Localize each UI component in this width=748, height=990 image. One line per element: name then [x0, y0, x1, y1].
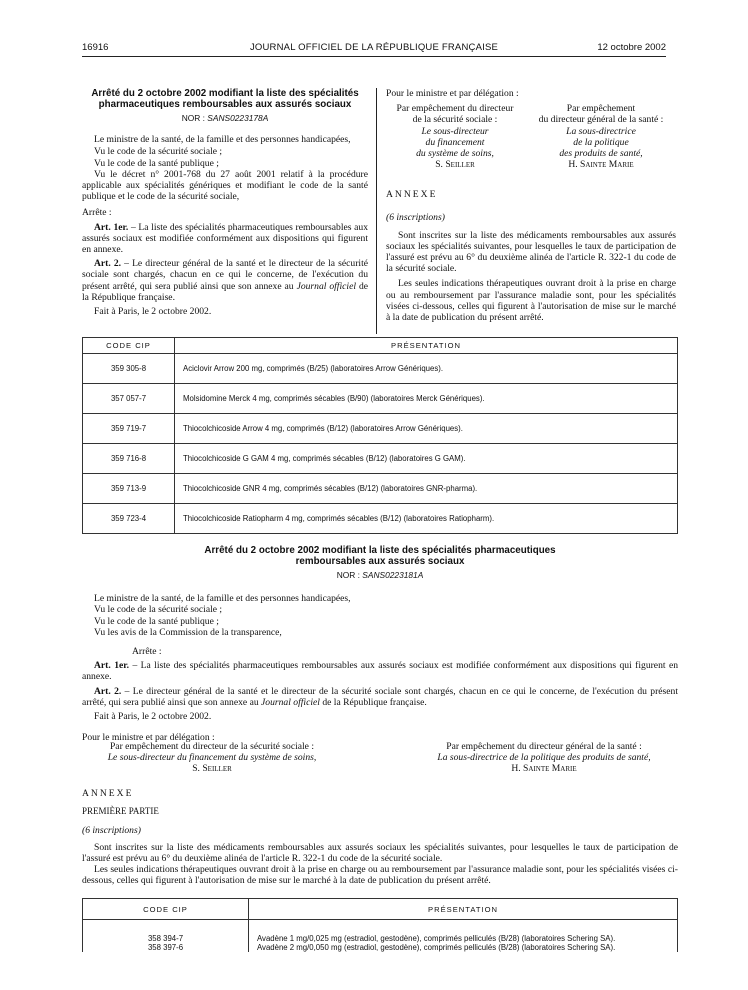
arrete1-nor: NOR : SANS0223178A [181, 113, 269, 123]
arrete2-vu1: Vu le code de la sécurité sociale ; [94, 604, 223, 616]
arrete1-article1: Art. 1er. – La liste des spécialités pharmaceutiques remboursables aux assurés sociaux est modifiée conformément aux dispositions qui figurent en annexe. [82, 221, 368, 256]
arrete2-article1: Art. 1er. – La liste des spécialités pharmaceutiques remboursables aux assurés sociaux est modifiée conformément aux dispositions qui figurent en annexe. [82, 660, 678, 683]
arrete1-right-column [386, 88, 676, 324]
table-cell-presentation: Thiocolchicoside GNR 4 mg, comprimés sécables (B/12) (laboratoires GNR-pharma). [175, 474, 678, 504]
column-divider [376, 88, 377, 334]
table-cell-presentation: Thiocolchicoside Arrow 4 mg, comprimés (B/12) (laboratoires Arrow Génériques). [175, 414, 678, 444]
journal-title: JOURNAL OFFICIEL DE LA RÉPUBLIQUE FRANÇAISE [249, 42, 499, 53]
arrete2-annex-paragraph1: Sont inscrites sur la liste des médicaments remboursables aux assurés sociaux les spécialités suivantes, pour lesquelles le taux de participation de l'assuré est prévu au 6° du deuxième alinéa de l'article R. 322-1 du code de la sécurité sociale. [82, 841, 678, 864]
arrete1-fait: Fait à Paris, le 2 octobre 2002. [94, 306, 212, 318]
arrete2-vu3: Vu les avis de la Commission de la transparence, [94, 626, 282, 638]
table-header-presentation: PRÉSENTATION [175, 338, 678, 354]
arrete1-vu3: Vu le décret n° 2001-768 du 27 août 2001 relatif à la procédure applicable aux spécialités génériques et modifiant le code de la santé publique et le code de la sécurité sociale, [82, 168, 368, 203]
arrete2-annex [82, 788, 678, 887]
header-rule [82, 56, 666, 57]
arrete1-vu2: Vu le code de la santé publique ; [94, 157, 219, 169]
table-cell-code: 358 394-7 [83, 920, 249, 944]
arrete2-signature-right: Par empêchement du directeur général de la santé : La sous-directrice de la politique des produits de santé, H. Sainte Marie [437, 741, 651, 775]
arrete2-annexe-heading: ANNEXE [82, 788, 134, 799]
arrete2-arrete: Arrête : [132, 646, 162, 658]
table-cell-presentation: Thiocolchicoside G GAM 4 mg, comprimés sécables (B/12) (laboratoires G GAM). [175, 444, 678, 474]
arrete2-signature-left: Par empêchement du directeur de la sécurité sociale : Le sous-directeur du financement du système de soins, S. Seiller [107, 741, 317, 775]
arrete2-partie: PREMIÈRE PARTIE [82, 806, 159, 817]
arrete2-vu2: Vu le code de la santé publique ; [94, 615, 219, 627]
arrete1-title: Arrêté du 2 octobre 2002 modifiant la liste des spécialités pharmaceutiques remboursables aux assurés sociaux [91, 88, 359, 110]
arrete2-fait: Fait à Paris, le 2 octobre 2002. [94, 711, 212, 723]
table-cell-code: 359 716-8 [83, 444, 175, 474]
table-cell-code: 359 719-7 [83, 414, 175, 444]
arrete1-signature-left: Par empêchement du directeur de la sécurité sociale : Le sous-directeur du financement du système de soins, S. Seiller [396, 103, 514, 171]
arrete1-vu1: Vu le code de la sécurité sociale ; [94, 146, 223, 158]
arrete2-title: Arrêté du 2 octobre 2002 modifiant la liste des spécialités pharmaceutiques remboursables aux assurés sociaux [204, 545, 556, 567]
arrete1-article2: Art. 2. – Le directeur général de la santé et le directeur de la sécurité sociale sont chargés, chacun en ce qui le concerne, de l'exécution du présent arrêté, qui sera publié ainsi que son annexe au Journal officiel de la République française. [82, 258, 368, 303]
table-row [83, 384, 678, 414]
page-number: 16916 [82, 42, 109, 53]
arrete2-nor: NOR : SANS0223181A [336, 570, 424, 580]
arrete2-annex-paragraph2: Les seules indications thérapeutiques ouvrant droit à la prise en charge ou au remboursement par l'assurance maladie sont, pour les spécialités visées ci-dessous, celles qui figurent à l'autorisation de mise sur le marché à la date de publication du présent arrêté. [82, 864, 678, 887]
arrete2-inscriptions: (6 inscriptions) [82, 825, 141, 837]
arrete2-section [82, 545, 678, 744]
table-row [83, 414, 678, 444]
arrete2-delegation: Pour le ministre et par délégation : [82, 732, 215, 744]
table-cell-code: 359 305-8 [83, 354, 175, 384]
arrete2-table [82, 898, 678, 952]
arrete1-intro: Le ministre de la santé, de la famille et des personnes handicapées, [94, 134, 351, 146]
table-row [83, 474, 678, 504]
table-header-code: CODE CIP [83, 338, 175, 354]
table-header-row [83, 899, 678, 920]
arrete1-annex-paragraph1: Sont inscrites sur la liste des médicaments remboursables aux assurés sociaux les spécialités suivantes, pour lesquelles le taux de participation de l'assuré est prévu au 6° du deuxième alinéa de l'article R. 322-1 du code de la sécurité sociale. [386, 229, 676, 275]
table-row [83, 504, 678, 534]
arrete1-delegation: Pour le ministre et par délégation : [386, 88, 519, 99]
table-header-row [83, 338, 678, 354]
table-row [83, 444, 678, 474]
table-cell-code: 357 057-7 [83, 384, 175, 414]
table-header-code: CODE CIP [83, 899, 249, 920]
table-cell-presentation: Avadène 1 mg/0,025 mg (estradiol, gestodène), comprimés pelliculés (B/28) (laboratoires Schering SA). [249, 920, 678, 944]
arrete1-signature-right: Par empêchement du directeur général de la santé : La sous-directrice de la politique des produits de santé, H. Sainte Marie [538, 103, 664, 171]
issue-date: 12 octobre 2002 [597, 42, 666, 53]
arrete2-intro: Le ministre de la santé, de la famille et des personnes handicapées, [94, 593, 351, 605]
table-cell-code: 359 723-4 [83, 504, 175, 534]
table-header-presentation: PRÉSENTATION [249, 899, 678, 920]
table-cell-presentation: Thiocolchicoside Ratiopharm 4 mg, comprimés sécables (B/12) (laboratoires Ratiopharm). [175, 504, 678, 534]
arrete1-left-column [82, 88, 368, 318]
table-row [83, 920, 678, 944]
arrete1-inscriptions: (6 inscriptions) [386, 212, 445, 224]
arrete2-article2: Art. 2. – Le directeur général de la santé et le directeur de la sécurité sociale sont chargés, chacun en ce qui le concerne, de l'exécution du présent arrêté, qui sera publié ainsi que son annexe au Journal officiel de la République française. [82, 685, 679, 708]
table-cell-code: 358 397-6 [83, 943, 249, 952]
arrete1-table [82, 337, 678, 534]
table-row [83, 943, 678, 952]
table-row [83, 354, 678, 384]
table-cell-presentation: Aciclovir Arrow 200 mg, comprimés (B/25) (laboratoires Arrow Génériques). [175, 354, 678, 384]
arrete1-signatures [386, 103, 676, 169]
arrete1-annexe-heading: ANNEXE [386, 189, 438, 201]
arrete1-annex-paragraph2: Les seules indications thérapeutiques ouvrant droit à la prise en charge ou au remboursement par l'assurance maladie sont, pour les spécialités visées ci-dessous, celles qui figurent à l'autorisation de mise sur le marché à la date de publication du présent arrêté. [386, 278, 676, 324]
arrete1-arrete: Arrête : [82, 207, 112, 219]
table-cell-code: 359 713-9 [83, 474, 175, 504]
table-cell-presentation: Molsidomine Merck 4 mg, comprimés sécables (B/90) (laboratoires Merck Génériques). [175, 384, 678, 414]
table-cell-presentation: Avadène 2 mg/0,050 mg (estradiol, gestodène), comprimés pelliculés (B/28) (laboratoires Schering SA). [249, 943, 678, 952]
